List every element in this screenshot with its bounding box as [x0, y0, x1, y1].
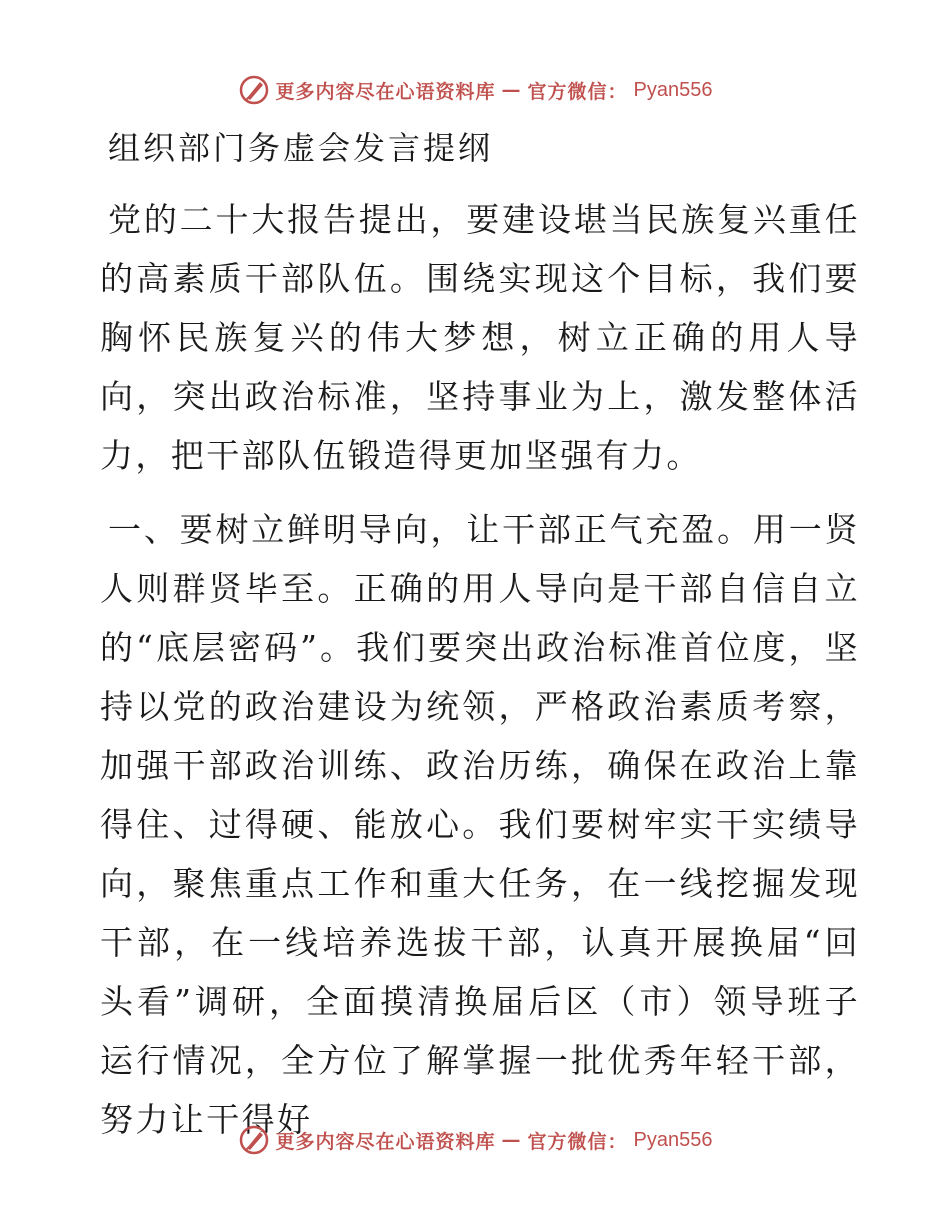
header-watermark: [0, 70, 950, 110]
watermark-separator: —: [501, 1129, 522, 1151]
watermark-tail-text: 官方微信：: [527, 1130, 628, 1153]
watermark-wechat-id: Pyan556: [633, 1128, 713, 1151]
watermark-wechat-id: Pyan556: [633, 78, 713, 101]
document-title: 组织部门务虚会发言提纲: [108, 129, 494, 167]
paragraph-intro: 党的二十大报告提出，要建设堪当民族复兴重任的高素质干部队伍。围绕实现这个目标，我们要胸怀民族复兴的伟大梦想，树立正确的用人导向，突出政治标准，坚持事业为上，激发整体活力，把干部队伍锻造得更加坚强有力。: [100, 200, 860, 475]
quill-logo-icon: [238, 74, 270, 106]
watermark-main-text: 更多内容尽在心语资料库: [275, 80, 496, 103]
watermark-main-text: 更多内容尽在心语资料库: [275, 1130, 496, 1153]
footer-watermark: [0, 1120, 950, 1160]
paragraph-section-one: 一、要树立鲜明导向，让干部正气充盈。用一贤人则群贤毕至。正确的用人导向是干部自信自立的“底层密码”。我们要突出政治标准首位度，坚持以党的政治建设为统领，严格政治素质考察，加强干部政治训练、政治历练，确保在政治上靠得住、过得硬、能放心。我们要树牢实干实绩导向，聚焦重点工作和重大任务，在一线挖掘发现干部，在一线培养选拔干部，认真开展换届“回头看”调研，全面摸清换届后区（市）领导班子运行情况，全方位了解掌握一批优秀年轻干部，努力让干得好: [100, 510, 860, 1139]
watermark-tail-text: 官方微信：: [527, 80, 628, 103]
quill-logo-icon: [238, 1124, 270, 1156]
watermark-separator: —: [501, 79, 522, 101]
